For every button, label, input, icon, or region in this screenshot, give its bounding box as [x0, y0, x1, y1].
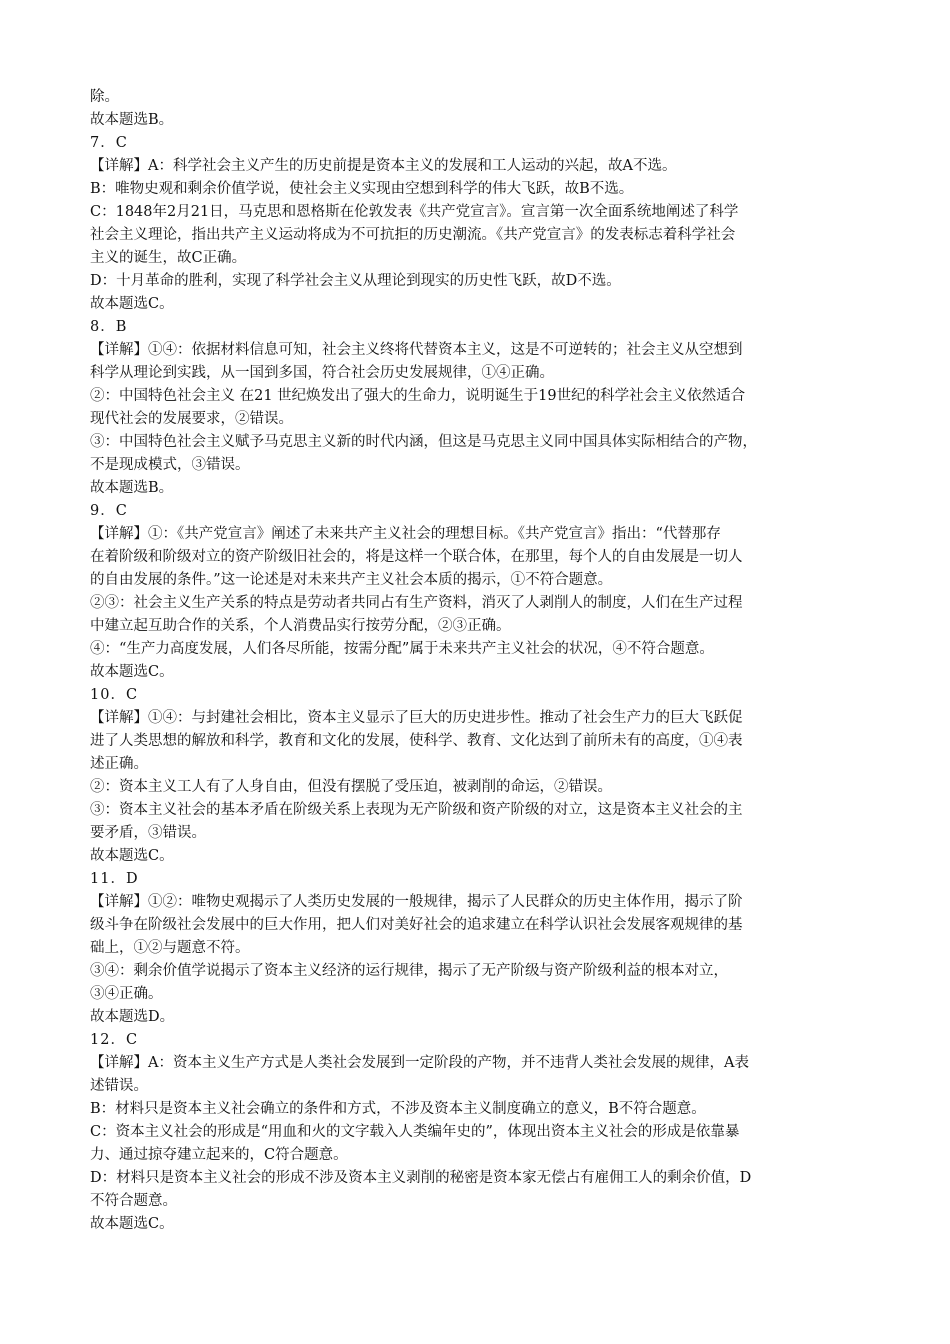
text-line: ②③：社会主义生产关系的特点是劳动者共同占有生产资料，消灭了人剥削人的制度，人们在生产过程	[90, 595, 743, 611]
answer-heading-11: 11．D	[90, 871, 139, 887]
conclusion-line: 故本题选B。	[90, 112, 174, 128]
text-line: 【详解】①：《共产党宣言》阐述了未来共产主义社会的理想目标。《共产党宣言》指出：“代替那存	[90, 526, 721, 542]
text-line: 述正确。	[90, 756, 148, 772]
text-line: 【详解】①②：唯物史观揭示了人类历史发展的一般规律，揭示了人民群众的历史主体作用，揭示了阶	[90, 894, 743, 910]
text-line: ②：中国特色社会主义 在21 世纪焕发出了强大的生命力，说明诞生于19世纪的科学社会主义依然适合	[90, 388, 746, 404]
answer-heading-8: 8．B	[90, 319, 128, 335]
text-line: 现代社会的发展要求，②错误。	[90, 411, 293, 427]
text-line: 述错误。	[90, 1078, 148, 1094]
text-line: 级斗争在阶级社会发展中的巨大作用，把人们对美好社会的追求建立在科学认识社会发展客观规律的基	[90, 917, 743, 933]
text-line: 进了人类思想的解放和科学，教育和文化的发展，使科学、教育、文化达到了前所未有的高度，①④表	[90, 733, 743, 749]
text-line: C：1848年2月21日，马克思和恩格斯在伦敦发表《共产党宣言》。宣言第一次全面系统地阐述了科学	[90, 204, 739, 220]
text-line: D：十月革命的胜利，实现了科学社会主义从理论到现实的历史性飞跃，故D不选。	[90, 273, 621, 289]
text-line: 不是现成模式，③错误。	[90, 457, 250, 473]
text-line: 要矛盾，③错误。	[90, 825, 206, 841]
text-line: ③④：剩余价值学说揭示了资本主义经济的运行规律，揭示了无产阶级与资产阶级利益的根本对立，	[90, 963, 728, 979]
conclusion-line: 故本题选C。	[90, 664, 174, 680]
text-line: D：材料只是资本主义社会的形成不涉及资本主义剥削的秘密是资本家无偿占有雇佣工人的剩余价值，D	[90, 1170, 752, 1186]
text-line: 中建立起互助合作的关系，个人消费品实行按劳分配，②③正确。	[90, 618, 511, 634]
text-line: 科学从理论到实践，从一国到多国，符合社会历史发展规律，①④正确。	[90, 365, 554, 381]
text-line: 除。	[90, 89, 119, 105]
text-line: 主义的诞生，故C正确。	[90, 250, 247, 266]
text-line: 力、通过掠夺建立起来的，C符合题意。	[90, 1147, 348, 1163]
conclusion-line: 故本题选C。	[90, 1216, 174, 1232]
conclusion-line: 故本题选B。	[90, 480, 174, 496]
text-line: ④：“生产力高度发展，人们各尽所能，按需分配”属于未来共产主义社会的状况，④不符合题意。	[90, 641, 714, 657]
text-line: C：资本主义社会的形成是“用血和火的文字载入人类编年史的”，体现出资本主义社会的形成是依靠暴	[90, 1124, 740, 1140]
answer-heading-10: 10．C	[90, 687, 139, 703]
text-line: ②：资本主义工人有了人身自由，但没有摆脱了受压迫，被剥削的命运，②错误。	[90, 779, 612, 795]
text-line: 不符合题意。	[90, 1193, 177, 1209]
text-line: 【详解】A：科学社会主义产生的历史前提是资本主义的发展和工人运动的兴起，故A不选。	[90, 158, 677, 174]
answer-heading-12: 12．C	[90, 1032, 139, 1048]
text-line: 【详解】A：资本主义生产方式是人类社会发展到一定阶段的产物，并不违背人类社会发展的规律，A表	[90, 1055, 749, 1071]
text-line: 的自由发展的条件。”这一论述是对未来共产主义社会本质的揭示，①不符合题意。	[90, 572, 613, 588]
text-line: 础上，①②与题意不符。	[90, 940, 250, 956]
conclusion-line: 故本题选D。	[90, 1009, 175, 1025]
conclusion-line: 故本题选C。	[90, 296, 174, 312]
text-line: 【详解】①④：依据材料信息可知，社会主义终将代替资本主义，这是不可逆转的；社会主义从空想到	[90, 342, 743, 358]
conclusion-line: 故本题选C。	[90, 848, 174, 864]
text-line: 社会主义理论，指出共产主义运动将成为不可抗拒的历史潮流。《共产党宣言》的发表标志着科学社会	[90, 227, 736, 243]
text-line: 在着阶级和阶级对立的资产阶级旧社会的，将是这样一个联合体，在那里，每个人的自由发展是一切人	[90, 549, 743, 565]
text-line: B：材料只是资本主义社会确立的条件和方式，不涉及资本主义制度确立的意义，B不符合题意。	[90, 1101, 706, 1117]
text-line: ③：资本主义社会的基本矛盾在阶级关系上表现为无产阶级和资产阶级的对立，这是资本主义社会的主	[90, 802, 743, 818]
answer-heading-9: 9．C	[90, 503, 128, 519]
text-line: ③：中国特色社会主义赋予马克思主义新的时代内涵，但这是马克思主义同中国具体实际相结合的产物，	[90, 434, 757, 450]
answer-heading-7: 7．C	[90, 135, 128, 151]
answer-explanation-page	[90, 86, 860, 1236]
text-line: ③④正确。	[90, 986, 163, 1002]
text-line: B：唯物史观和剩余价值学说，使社会主义实现由空想到科学的伟大飞跃，故B不选。	[90, 181, 634, 197]
text-line: 【详解】①④：与封建社会相比，资本主义显示了巨大的历史进步性。推动了社会生产力的巨大飞跃促	[90, 710, 743, 726]
